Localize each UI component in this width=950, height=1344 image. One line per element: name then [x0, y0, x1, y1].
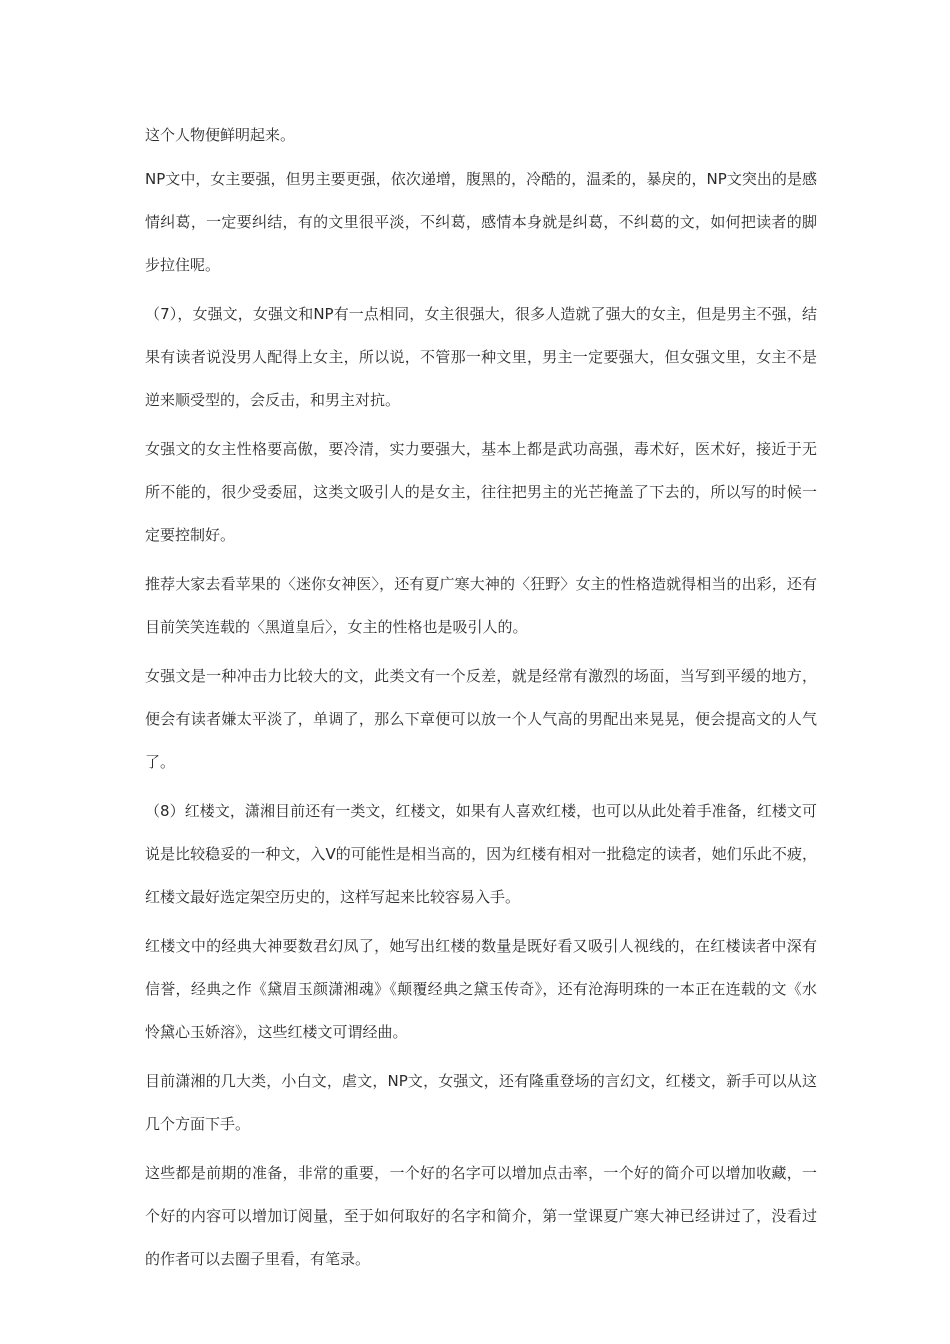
- paragraph: 红楼文中的经典大神要数君幻凤了，她写出红楼的数量是既好看又吸引人视线的，在红楼读者中深有信誉，经典之作《黛眉玉颜潇湘魂》《颠覆经典之黛玉传奇》，还有沧海明珠的一本正在连载的文《水怜黛心玉娇溶》，这些红楼文可谓经曲。: [145, 937, 817, 1041]
- paragraph: NP文中，女主要强，但男主要更强，依次递增，腹黑的，冷酷的，温柔的，暴戾的，NP文突出的是感情纠葛，一定要纠结，有的文里很平淡，不纠葛，感情本身就是纠葛，不纠葛的文，如何把读者的脚步拉住呢。: [145, 170, 817, 274]
- document-body: [145, 120, 817, 1287]
- paragraph: （8）红楼文，潇湘目前还有一类文，红楼文，如果有人喜欢红楼，也可以从此处着手准备，红楼文可说是比较稳妥的一种文，入V的可能性是相当高的，因为红楼有相对一批稳定的读者，她们乐此不疲，红楼文最好选定架空历史的，这样写起来比较容易入手。: [145, 802, 817, 906]
- paragraph: 这个人物便鲜明起来。: [145, 126, 296, 144]
- paragraph: 目前潇湘的几大类，小白文，虐文，NP文，女强文，还有隆重登场的言幻文，红楼文，新手可以从这几个方面下手。: [145, 1072, 817, 1133]
- paragraph: （7），女强文，女强文和NP有一点相同，女主很强大，很多人造就了强大的女主，但是男主不强，结果有读者说没男人配得上女主，所以说，不管那一种文里，男主一定要强大，但女强文里，女主不是逆来顺受型的，会反击，和男主对抗。: [145, 305, 817, 409]
- paragraph: 女强文是一种冲击力比较大的文，此类文有一个反差，就是经常有激烈的场面，当写到平缓的地方，便会有读者嫌太平淡了，单调了，那么下章便可以放一个人气高的男配出来晃晃，便会提高文的人气了。: [145, 667, 817, 771]
- paragraph: 这些都是前期的准备，非常的重要，一个好的名字可以增加点击率，一个好的简介可以增加收藏，一个好的内容可以增加订阅量，至于如何取好的名字和简介，第一堂课夏广寒大神已经讲过了，没看过的作者可以去圈子里看，有笔录。: [145, 1164, 817, 1268]
- paragraph: 女强文的女主性格要高傲，要冷清，实力要强大，基本上都是武功高强，毒术好，医术好，接近于无所不能的，很少受委屈，这类文吸引人的是女主，往往把男主的光芒掩盖了下去的，所以写的时候一定要控制好。: [145, 440, 817, 544]
- paragraph: 推荐大家去看苹果的〈迷你女神医〉，还有夏广寒大神的〈狂野〉女主的性格造就得相当的出彩，还有目前笑笑连载的〈黑道皇后〉，女主的性格也是吸引人的。: [145, 575, 817, 636]
